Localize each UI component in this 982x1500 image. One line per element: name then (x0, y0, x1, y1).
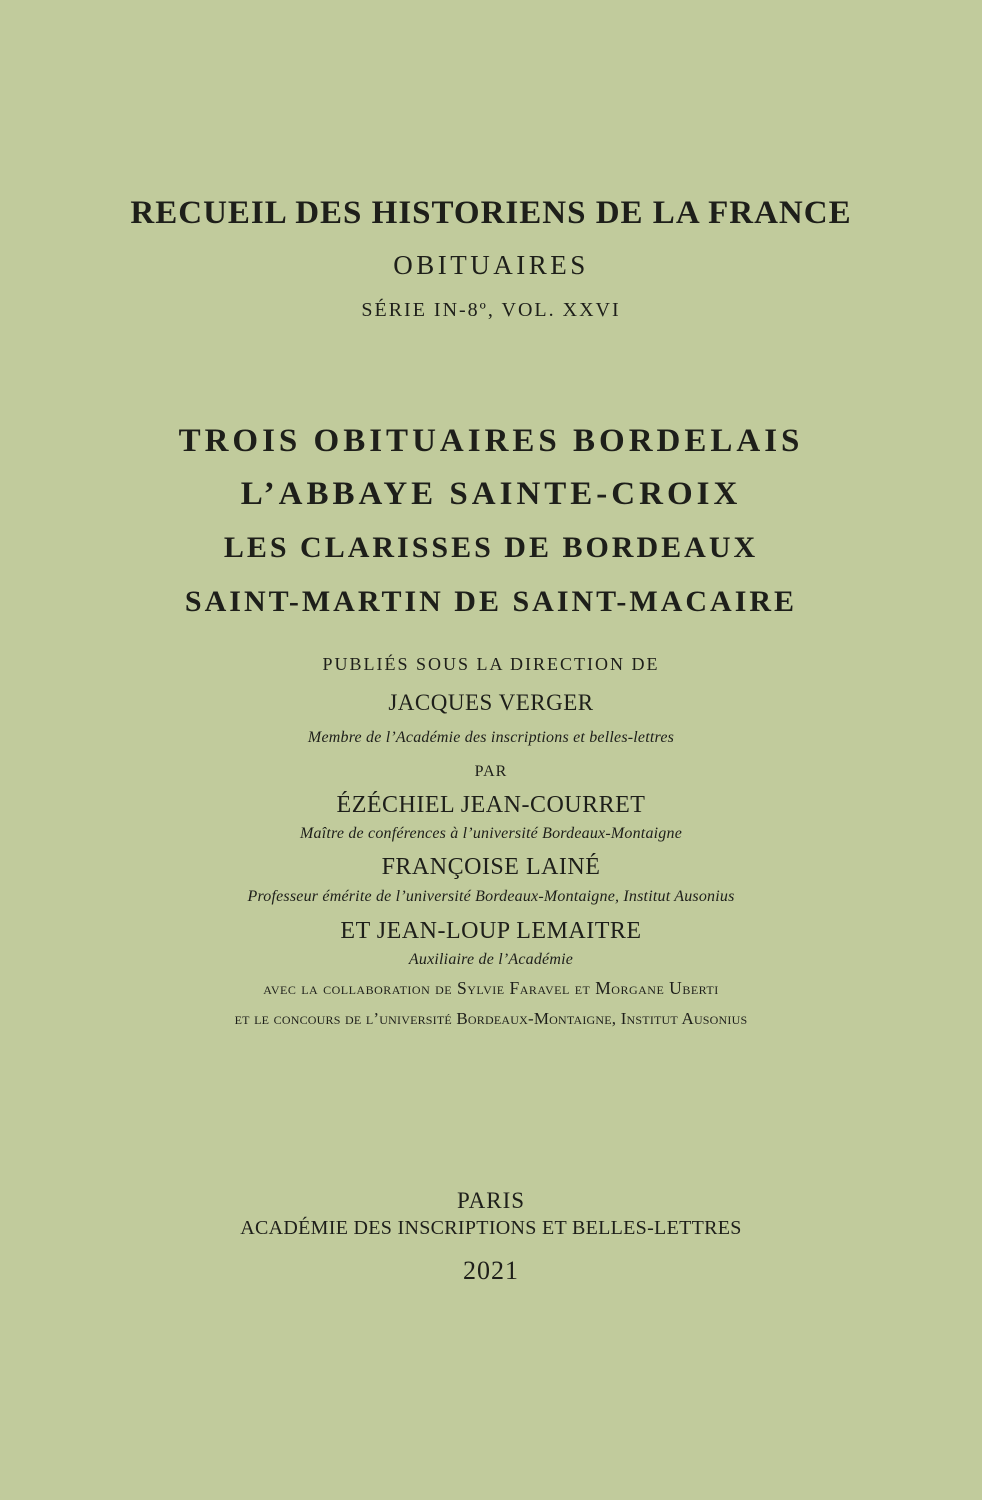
collaboration-credit: avec la collaboration de Sylvie Faravel et Morgane Uberti (263, 978, 719, 998)
book-title-line-3: LES CLARISSES DE BORDEAUX (223, 531, 759, 564)
book-title-line-1: TROIS OBITUAIRES BORDELAIS (178, 423, 804, 459)
author-name-laine: FRANÇOISE LAINÉ (381, 854, 601, 880)
imprint-city: PARIS (456, 1188, 526, 1213)
book-title-line-4: SAINT-MARTIN DE SAINT-MACAIRE (184, 585, 798, 618)
series-volume: SÉRIE IN-8º, VOL. XXVI (361, 299, 621, 321)
author-affiliation-jean-courret: Maître de conférences à l’université Bordeaux-Montaigne (300, 825, 682, 842)
authors-intro: PAR (474, 763, 508, 780)
director-affiliation: Membre de l’Académie des inscriptions et belles-lettres (307, 729, 675, 746)
author-affiliation-laine: Professeur émérite de l’université Bordeaux-Montaigne, Institut Ausonius (247, 888, 735, 905)
series-collection-title: RECUEIL DES HISTORIENS DE LA FRANCE (130, 195, 852, 231)
series-subcollection: OBITUAIRES (393, 250, 589, 280)
institutional-support-credit: et le concours de l’université Bordeaux-Montaigne, Institut Ausonius (234, 1009, 748, 1028)
direction-intro: PUBLIÉS SOUS LA DIRECTION DE (322, 654, 660, 674)
director-name: JACQUES VERGER (388, 690, 594, 715)
author-affiliation-lemaitre: Auxiliaire de l’Académie (408, 951, 574, 968)
book-title-line-2: L’ABBAYE SAINTE-CROIX (240, 476, 742, 512)
author-name-jean-courret: ÉZÉCHIEL JEAN-COURRET (336, 792, 646, 818)
author-name-lemaitre: ET JEAN-LOUP LEMAITRE (340, 918, 642, 944)
imprint-year: 2021 (463, 1256, 519, 1285)
imprint-publisher: ACADÉMIE DES INSCRIPTIONS ET BELLES-LETTRES (240, 1217, 742, 1239)
